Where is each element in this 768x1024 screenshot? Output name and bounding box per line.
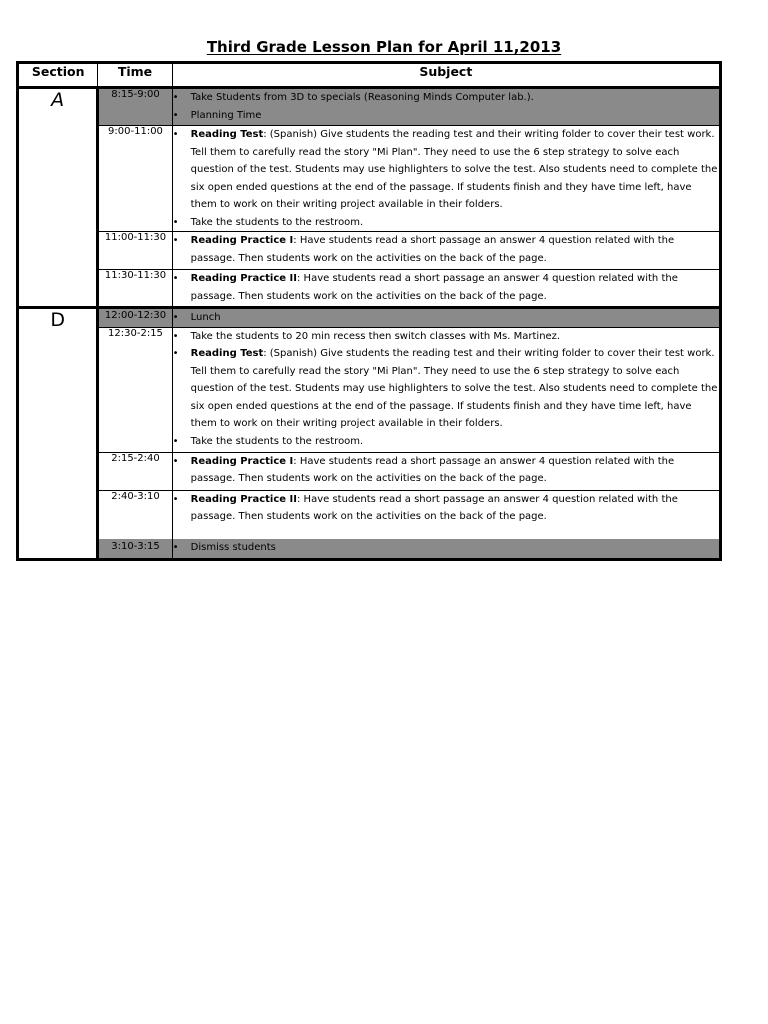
table-row — [18, 88, 721, 126]
list-item: • Reading Practice I: Have students read a short passage an answer 4 question related with the passage. Then students work on the activities on the back of the page. — [173, 453, 719, 488]
subject-cell — [172, 452, 720, 490]
lesson-plan-table — [16, 61, 722, 561]
table-row — [18, 490, 721, 539]
list-item: • Reading Test: (Spanish) Give students the reading test and their writing folder to cover their test work. Tell them to carefully read the story "Mi Plan". They need to use the 6 step strategy to solve each question of the test. Students may use highlighters to solve the test. Also students need to complete the six open ended questions at the end of the passage. If students finish and they have time left, have them to work on their writing project available in their folders. — [173, 345, 719, 433]
list-item: • Take the students to the restroom. — [173, 433, 719, 451]
subject-cell — [172, 327, 720, 452]
time-cell: 11:00-11:30 — [98, 232, 172, 270]
time-cell: 11:30-11:30 — [98, 270, 172, 308]
list-item: • Reading Practice II: Have students read a short passage an answer 4 question related with the passage. Then students work on the activities on the back of the page. — [173, 491, 719, 526]
subject-cell — [172, 126, 720, 232]
time-cell: 3:10-3:15 — [98, 539, 172, 559]
subject-cell — [172, 539, 720, 559]
table-row — [18, 308, 721, 328]
list-item: • Dismiss students — [173, 539, 719, 557]
list-item: • Take the students to the restroom. — [173, 214, 719, 232]
header-subject: Subject — [172, 63, 720, 88]
list-item: • Lunch — [173, 309, 719, 327]
table-row — [18, 126, 721, 232]
section-label-a: A — [18, 88, 98, 308]
list-item: • Planning Time — [173, 107, 719, 125]
header-section: Section — [18, 63, 98, 88]
subject-cell — [172, 232, 720, 270]
item-label: Reading Practice II — [190, 273, 297, 284]
table-row — [18, 539, 721, 559]
table-row — [18, 232, 721, 270]
header-time: Time — [98, 63, 172, 88]
time-cell: 12:30-2:15 — [98, 327, 172, 452]
item-label: Reading Test — [190, 129, 264, 140]
time-cell: 12:00-12:30 — [98, 308, 172, 328]
subject-cell — [172, 308, 720, 328]
list-item: • Reading Practice II: Have students read a short passage an answer 4 question related with the passage. Then students work on the activities on the back of the page. — [173, 270, 719, 305]
table-row — [18, 327, 721, 452]
header-row — [18, 63, 721, 88]
subject-cell — [172, 270, 720, 308]
section-label-d: D — [18, 308, 98, 560]
subject-cell — [172, 490, 720, 539]
item-label: Reading Practice I — [190, 455, 294, 467]
time-cell: 9:00-11:00 — [98, 126, 172, 232]
list-item: • Take the students to 20 min recess then switch classes with Ms. Martinez. — [173, 328, 719, 346]
table-row — [18, 452, 721, 490]
list-item: • Reading Practice I: Have students read a short passage an answer 4 question related with the passage. Then students work on the activities on the back of the page. — [173, 232, 719, 267]
page-title: Third Grade Lesson Plan for April 11,2013 — [206, 38, 562, 56]
item-label: Reading Practice II — [190, 493, 297, 505]
item-label: Reading Practice I — [190, 235, 294, 246]
subject-cell — [172, 88, 720, 126]
item-label: Reading Test — [190, 348, 264, 359]
time-cell: 2:40-3:10 — [98, 490, 172, 539]
list-item: • Take Students from 3D to specials (Reasoning Minds Computer lab.). — [173, 89, 719, 107]
time-cell: 2:15-2:40 — [98, 452, 172, 490]
table-row — [18, 270, 721, 308]
time-cell: 8:15-9:00 — [98, 88, 172, 126]
list-item: • Reading Test: (Spanish) Give students the reading test and their writing folder to cover their test work. Tell them to carefully read the story "Mi Plan". They need to use the 6 step strategy to solve each question of the test. Students may use highlighters to solve the test. Also students need to complete the six open ended questions at the end of the passage. If students finish and they have time left, have them to work on their writing project available in their folders. — [173, 126, 719, 214]
